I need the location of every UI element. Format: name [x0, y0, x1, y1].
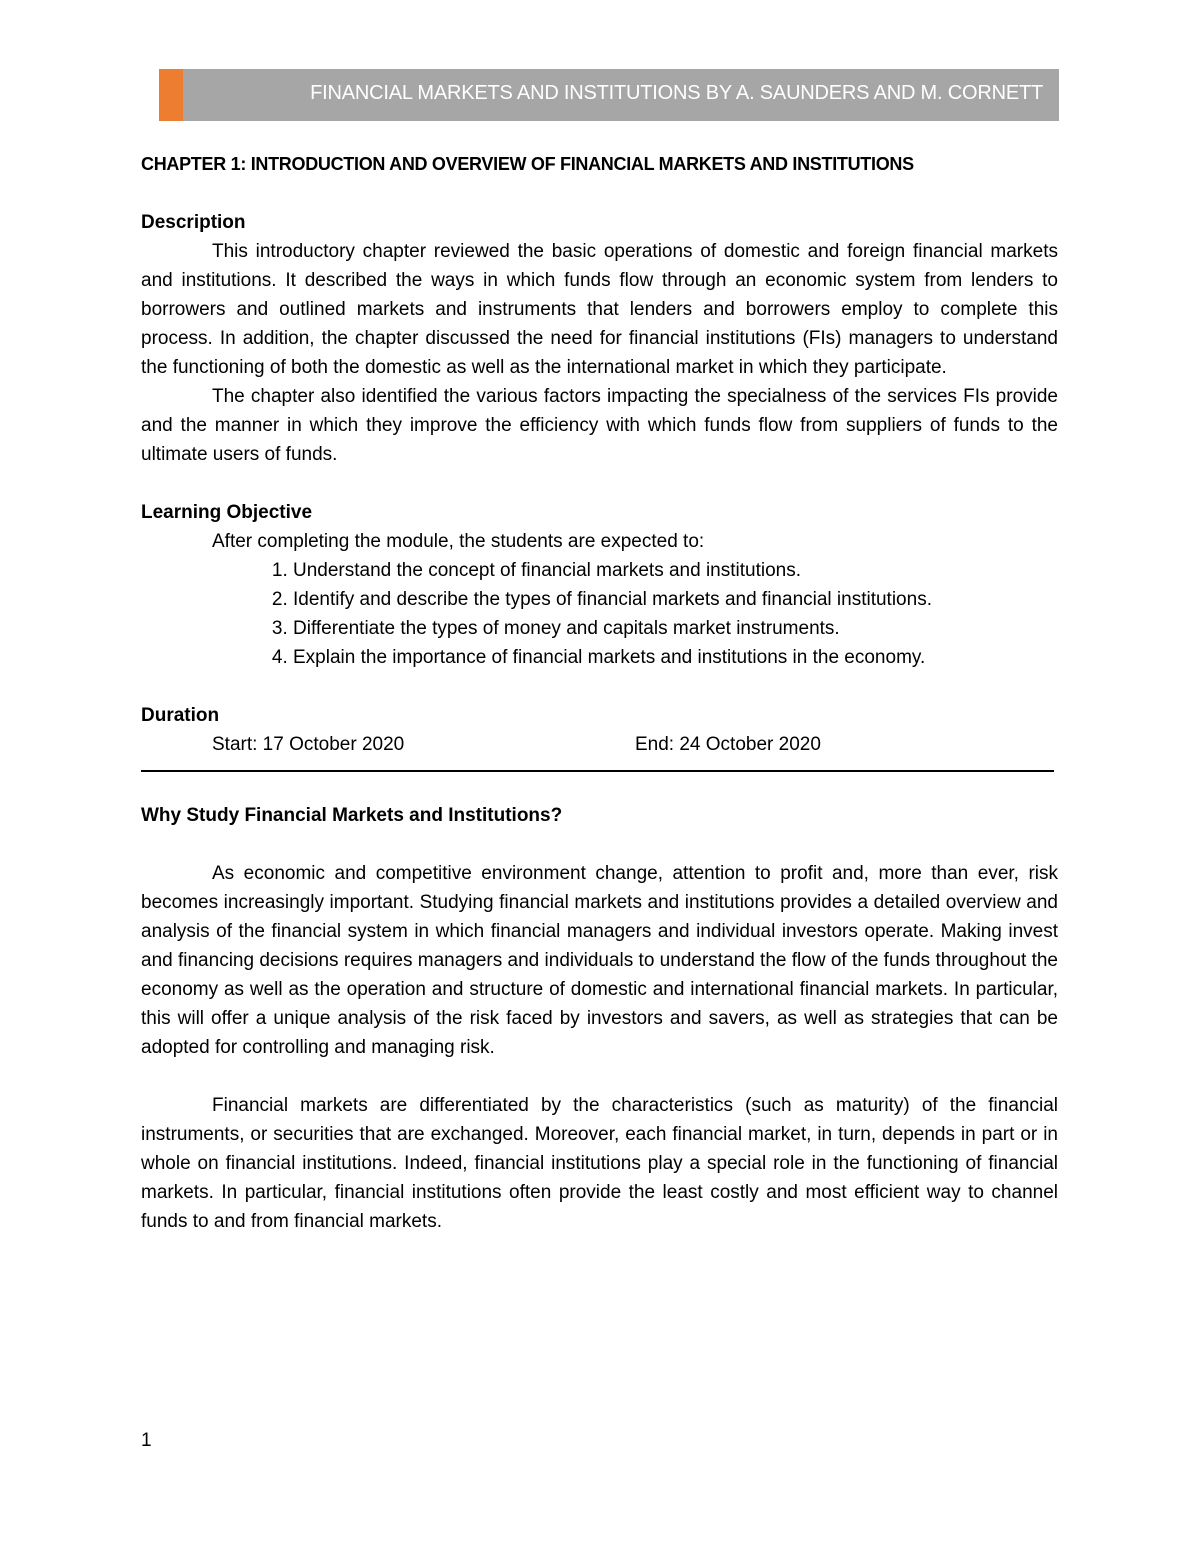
chapter-title: CHAPTER 1: INTRODUCTION AND OVERVIEW OF FINANCIAL MARKETS AND INSTITUTIONS: [141, 154, 914, 174]
why-study-paragraph: As economic and competitive environment change, attention to profit and, more than ever, risk becomes increasingly important. Studying financial markets and institutions provides a detailed overview and analysis of the financial system in which financial managers and individual investors operate. Making invest and financing decisions requires managers and individuals to understand the flow of the funds throughout the economy as well as the operation and structure of domestic and international financial markets. In particular, this will offer a unique analysis of the risk faced by investors and savers, as well as strategies that can be adopted for controlling and managing risk.: [141, 863, 1058, 1058]
objective-item: 2. Identify and describe the types of financial markets and financial institutions.: [293, 585, 1058, 614]
header-title: FINANCIAL MARKETS AND INSTITUTIONS BY A. SAUNDERS AND M. CORNETT: [310, 82, 1043, 104]
description-paragraph: The chapter also identified the various factors impacting the specialness of the services FIs provide and the manner in which they improve the efficiency with which funds flow from suppliers of funds to the ultimate users of funds.: [141, 386, 1058, 465]
why-study-paragraph: Financial markets are differentiated by the characteristics (such as maturity) of the financial instruments, or securities that are exchanged. Moreover, each financial market, in turn, depends in part or in whole on financial institutions. Indeed, financial institutions play a special role in the functioning of financial markets. In particular, financial institutions often provide the least costly and most efficient way to channel funds to and from financial markets.: [141, 1095, 1058, 1232]
learning-objective-intro: After completing the module, the students are expected to:: [212, 531, 705, 552]
duration-row: [141, 730, 1058, 759]
page-header-bar: [159, 69, 1059, 121]
document-body: [141, 150, 1058, 1236]
objectives-list: [141, 556, 1058, 672]
objective-item: 3. Differentiate the types of money and capitals market instruments.: [293, 614, 1058, 643]
description-paragraph: This introductory chapter reviewed the basic operations of domestic and foreign financial markets and institutions. It described the ways in which funds flow through an economic system from lenders to borrowers and outlined markets and instruments that lenders and borrowers employ to complete this process. In addition, the chapter discussed the need for financial institutions (FIs) managers to understand the functioning of both the domestic as well as the international market in which they participate.: [141, 241, 1058, 378]
why-study-heading: Why Study Financial Markets and Institutions?: [141, 805, 563, 826]
learning-objective-heading: Learning Objective: [141, 502, 313, 523]
duration-end: End: 24 October 2020: [635, 734, 821, 755]
objective-item: 4. Explain the importance of financial markets and institutions in the economy.: [293, 643, 1058, 672]
duration-start: Start: 17 October 2020: [212, 734, 405, 755]
duration-heading: Duration: [141, 705, 220, 726]
objective-item: 1. Understand the concept of financial markets and institutions.: [293, 556, 1058, 585]
description-heading: Description: [141, 212, 246, 233]
header-accent-block: [159, 69, 183, 121]
page-number: 1: [141, 1430, 152, 1451]
